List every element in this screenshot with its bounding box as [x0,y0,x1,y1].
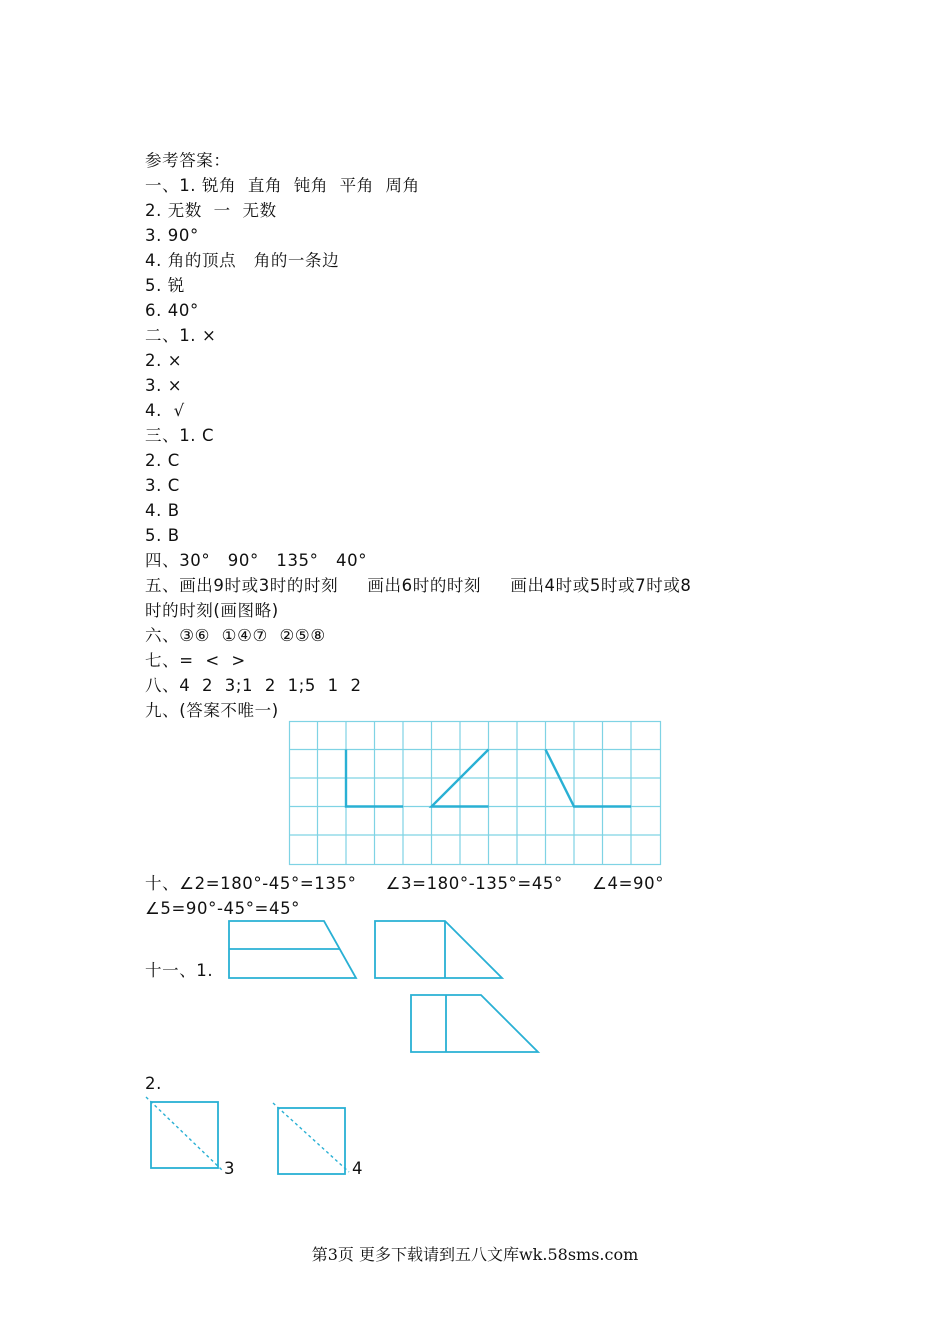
answer-line: 一、1. 锐角 直角 钝角 平角 周角 [145,176,420,195]
trapezoid-split-vertical-a [374,920,504,980]
square-label-a: 3 [224,1159,235,1178]
answer-line: 6. 40° [145,301,199,320]
square-diagonal-b [272,1102,352,1182]
grid-lines [289,721,661,865]
answer-ten-line2: ∠5=90°-45°=45° [145,899,301,918]
answer-line: 五、画出9时或3时的时刻 画出6时的时刻 画出4时或5时或7时或8 [145,576,692,595]
square-label-b: 4 [352,1159,363,1178]
trapezoid-split-horizontal [228,920,358,980]
answer-ten-line1: 十、∠2=180°-45°=135° ∠3=180°-135°=45° ∠4=90° [145,874,665,893]
answer-line: 3. × [145,376,183,395]
trapezoid-split-vertical-b [410,994,540,1054]
answer-line: 5. B [145,526,180,545]
answer-line: 时的时刻(画图略) [145,601,279,620]
answer-line: 5. 锐 [145,276,185,295]
page-footer: 第3页 更多下载请到五八文库wk.58sms.com [311,1245,639,1264]
answer-eleven-label2: 2. [145,1074,162,1093]
answer-line: 七、= < > [145,651,246,670]
answer-line: 六、③⑥ ①④⑦ ②⑤⑧ [145,626,326,645]
answer-line: 2. × [145,351,183,370]
answer-line: 4. B [145,501,180,520]
answer-eleven-label: 十一、1. [145,961,214,980]
answer-line: 二、1. × [145,326,217,345]
answer-line: 四、30° 90° 135° 40° [145,551,368,570]
answer-line: 三、1. C [145,426,215,445]
answer-line: 4. 角的顶点 角的一条边 [145,251,340,270]
answer-line: 3. C [145,476,180,495]
heading: 参考答案： [145,151,231,170]
answer-line: 九、(答案不唯一) [145,701,279,720]
answer-line: 八、4 2 3;1 2 1;5 1 2 [145,676,362,695]
answer-line: 2. C [145,451,180,470]
answer-line: 2. 无数 一 无数 [145,201,277,220]
answer-line: 4. √ [145,401,185,420]
answer-line: 3. 90° [145,226,199,245]
square-diagonal-a [145,1096,225,1176]
angle-grid-figure [289,721,661,865]
